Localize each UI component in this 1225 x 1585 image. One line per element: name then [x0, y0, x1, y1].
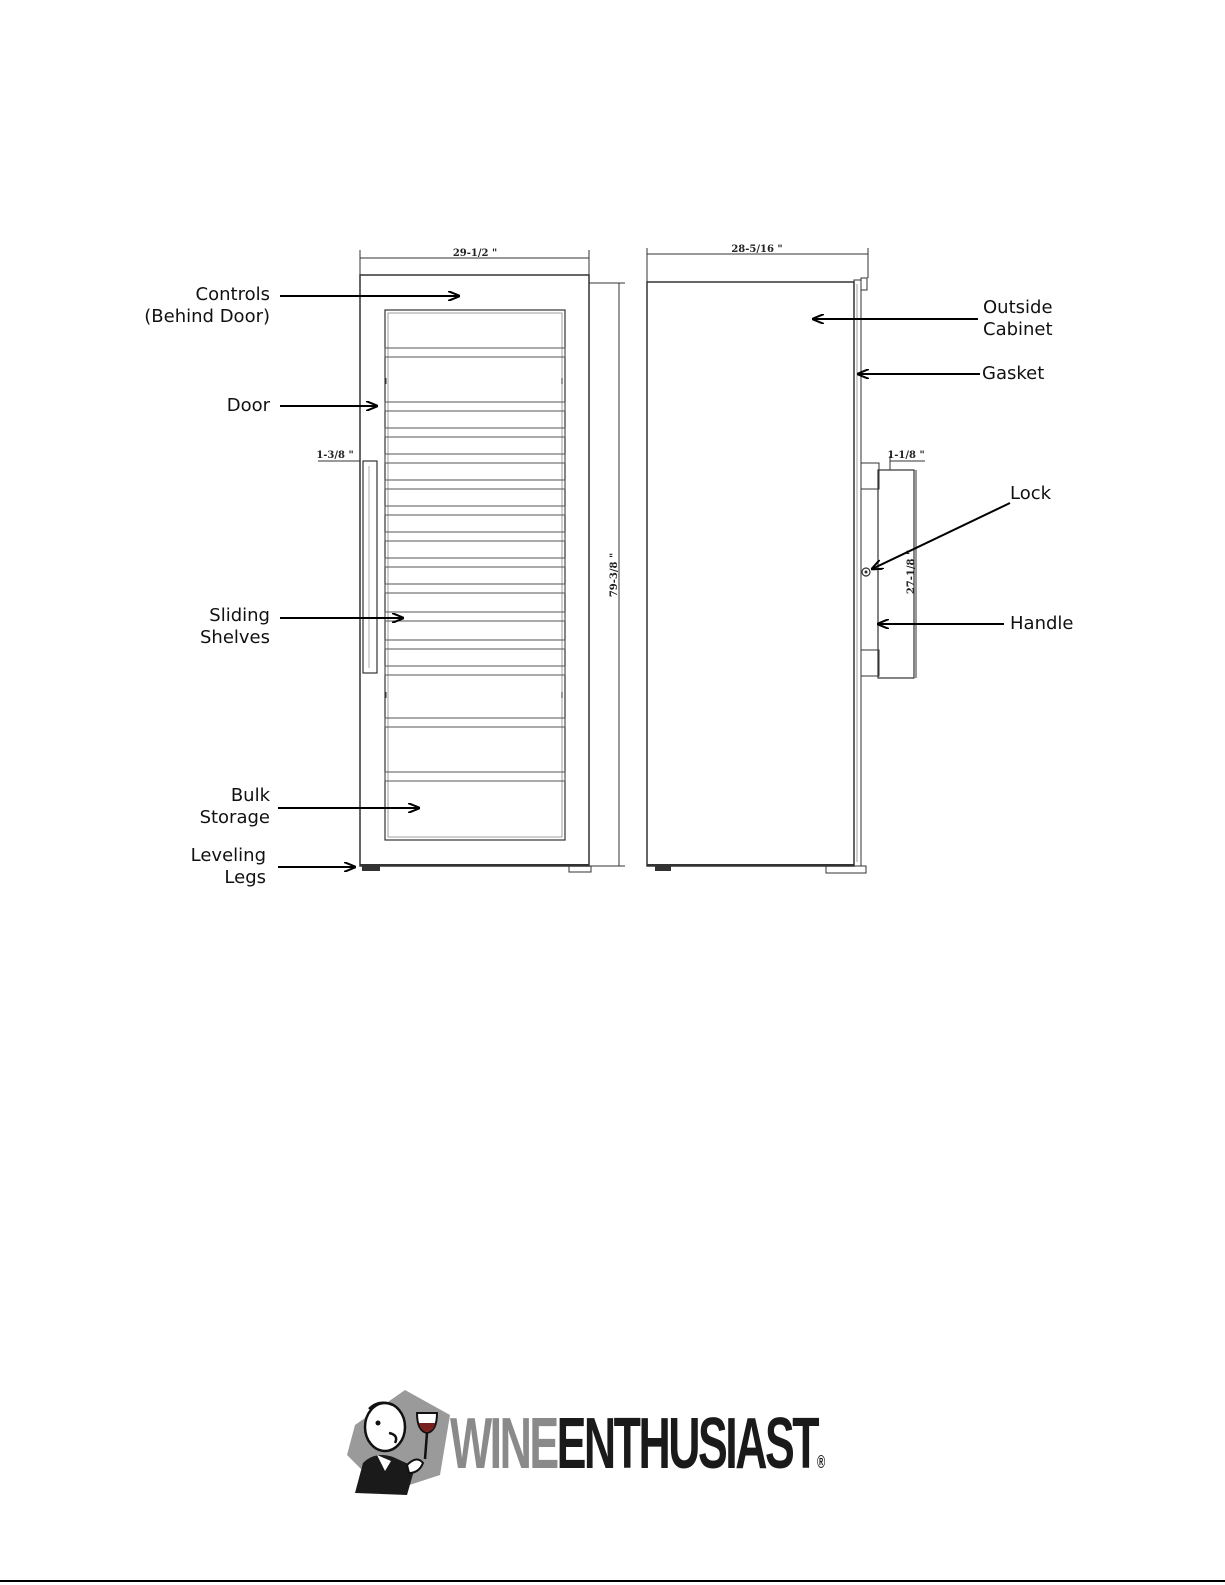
sliding-shelves-label: Sliding Shelves: [199, 605, 270, 648]
bulk-storage-label: Bulk Storage: [199, 785, 270, 828]
side-view: [647, 248, 925, 873]
leveling-legs-label: Leveling Legs: [190, 845, 266, 888]
side-depth-dimension: 28-5/16 ": [731, 244, 783, 255]
logo-wordmark: WINEENTHUSIAST®: [450, 1404, 826, 1484]
height-dimension: 79-3/8 ": [609, 552, 620, 598]
handle-offset-front-dimension: 1-3/8 ": [316, 450, 354, 461]
handle-length-dimension: 27-1/8 ": [906, 549, 917, 595]
shelves: [385, 348, 565, 781]
front-view: [318, 250, 625, 872]
footer-rule: [0, 1580, 1225, 1582]
gasket-label: Gasket: [982, 363, 1045, 384]
door-label: Door: [226, 395, 270, 416]
front-width-dimension: 29-1/2 ": [452, 248, 498, 259]
sommelier-emblem-icon: [345, 1385, 455, 1500]
outside-cabinet-label: Outside Cabinet: [983, 297, 1053, 340]
controls-label: Controls (Behind Door): [144, 284, 270, 327]
handle-offset-side-dimension: 1-1/8 ": [887, 450, 925, 461]
lock-label: Lock: [1010, 483, 1052, 504]
handle-label: Handle: [1010, 613, 1074, 634]
wine-enthusiast-logo: [345, 1385, 865, 1500]
lock-arrow: [872, 503, 1010, 569]
